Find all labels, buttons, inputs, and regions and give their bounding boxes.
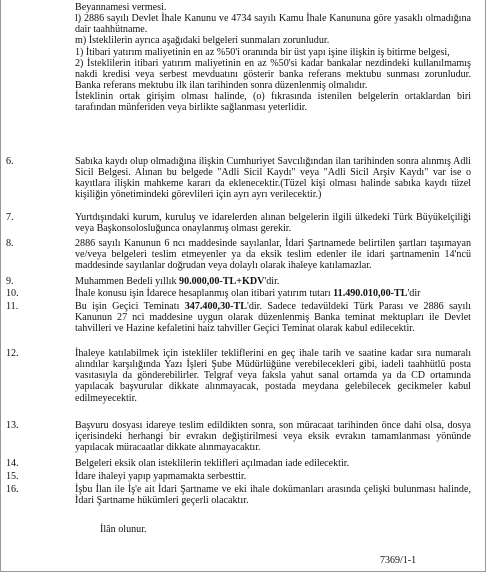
item-6-text: Sabıka kaydı olup olmadığına ilişkin Cumhuriyet Savcılığından ilan tarihinden sonra alınmış Adli Sicil Belgesi. Alınan bu belgede "Adli Sicil Kaydı" veya "Adli Sicil Arşiv Kaydı" var ise o kayıtlara ilişkin mahkeme kararı da eklenecektir.(Tüzel kişi olması halinde sabıka kaydı tüzel kişiliğin yönetimindeki görevlileri için ayrı ayrı verilecektir.) <box>75 156 471 201</box>
footer-code: 7369/1-1 <box>380 555 417 566</box>
item-11 <box>75 301 471 334</box>
item-number-12: 12. <box>6 348 19 359</box>
item-number-14: 14. <box>6 458 19 469</box>
item-number-9: 9. <box>6 276 14 287</box>
item-9-post: 'dir. <box>264 276 280 287</box>
item-16-text: İşbu İlan ile İş'e ait İdari Şartname ve eki ihale dokümanları arasında çelişki bulunması halinde, İdari Şartname hükümleri geçerli olacaktır. <box>75 484 471 507</box>
intro-joint-venture-note: İsteklinin ortak girişim olması halinde, (o) fıkrasında istenilen belgelerin ortaklardan biri tarafından münferiden veya birlikte sağlanması yeterlidir. <box>75 91 471 114</box>
intro-item-l: l) 2886 sayılı Devlet İhale Kanunu ve 4734 sayılı Kamu İhale Kanununa göre yasaklı olmadığına dair taahhütname. <box>75 13 471 36</box>
item-8-text: 2886 sayılı Kanunun 6 ncı maddesinde sayılanlar, İdari Şartnamede belirtilen şartları taşımayan ve/veya belgeleri teslim etmeyenler ya da eksik teslim edenler ile idari şartnamenin 14'ncü maddesinde sayılanlar doğrudan veya dolaylı olarak ihaleye katılamazlar. <box>75 238 471 272</box>
intro-line-declaration: Beyannamesi vermesi. <box>75 2 167 13</box>
item-10-post: 'dir <box>407 288 421 299</box>
item-9-amount: 90.000,00-TL+KDV <box>179 276 265 287</box>
item-number-10: 10. <box>6 288 19 299</box>
item-8 <box>75 238 471 271</box>
item-7 <box>75 212 471 234</box>
item-number-13: 13. <box>6 420 19 431</box>
item-16 <box>75 484 471 506</box>
item-11-pre: Bu işin Geçici Teminatı <box>75 301 185 312</box>
closing-statement: İlân olunur. <box>100 524 147 535</box>
intro-block <box>75 2 471 114</box>
item-10-pre: İhale konusu işin İdarece hesaplanmış olan itibari yatırım tutarı <box>75 288 334 299</box>
item-12-text: İhaleye katılabilmek için istekliler tekliflerini en geç ihale tarih ve saatine kadar sıra numaralı alındılar karşılığında Yazı İşleri Şube Müdürlüğüne verebilecekleri gibi, iadeli taahhütlü posta vasıtasıyla da gönderebilirler. Telgraf veya faksla yahut sanal ortamda ya da CD ortamında yapılacak başvurular dikkate alınmayacak, postada meydana gelebilecek gecikmeler kabul edilmeyecektir. <box>75 348 471 404</box>
item-10-amount: 11.490.010,00-TL <box>333 288 408 299</box>
item-11-amount: 347.400,30-TL <box>184 301 247 312</box>
intro-item-m2: 2) İsteklilerin itibari yatırım maliyetinin en az %50'si kadar bankalar nezdindeki kullanılmamış nakdi kredisi veya serbest mevduatını gösterir banka referans mektubu sunması zorunludur. Banka referans mektubu ilk ilan tarihinden sonra düzenlenmiş olmalıdır. <box>75 57 471 92</box>
item-12 <box>75 348 471 404</box>
page-border-left <box>0 0 1 572</box>
item-14 <box>75 458 471 469</box>
item-13 <box>75 420 471 453</box>
item-number-8: 8. <box>6 238 14 249</box>
item-14-text: Belgeleri eksik olan isteklilerin teklifleri açılmadan iade edilecektir. <box>75 458 350 469</box>
intro-item-m1: 1) İtibari yatırım maliyetinin en az %50'i oranında bir üst yapı işine ilişkin iş bitirme belgesi, <box>75 46 450 58</box>
item-13-text: Başvuru dosyası idareye teslim edildikten sonra, son müracaat tarihinden önce dahi olsa, dosya içerisindeki herhangi bir evrakın değiştirilmesi veya eksik evrakın tamamlanması yönünde yapılacak müracaatlar dikkate alınmayacaktır. <box>75 420 471 454</box>
item-number-7: 7. <box>6 212 14 223</box>
item-number-16: 16. <box>6 484 19 495</box>
intro-item-m: m) İsteklilerin ayrıca aşağıdaki belgeleri sunmaları zorunludur. <box>75 35 330 47</box>
item-7-text: Yurtdışındaki kurum, kuruluş ve idarelerden alınan belgelerin ilgili ülkedeki Türk Büyükelçiliği veya Başkonsolosluğunca onaylanmış olması gerekir. <box>75 212 471 235</box>
item-9-pre: Muhammen Bedeli yıllık <box>75 276 180 287</box>
item-15 <box>75 471 471 482</box>
item-15-text: İdare ihaleyi yapıp yapmamakta serbesttir. <box>75 471 247 482</box>
item-11-post: 'dir. Sadece tedavüldeki Türk Parası ve 2886 sayılı Kanunun 27 nci maddesine uygun olarak düzenlenmiş Banka teminat mektupları ile Devlet tahvilleri ve Hazine kefaletini haiz tahviller Geçici Teminat olarak kabul edilecektir. <box>75 301 471 335</box>
item-number-6: 6. <box>6 156 14 167</box>
item-number-11: 11. <box>6 301 19 312</box>
item-6 <box>75 156 471 201</box>
item-9 <box>75 276 471 287</box>
item-10 <box>75 288 471 299</box>
item-number-15: 15. <box>6 471 19 482</box>
